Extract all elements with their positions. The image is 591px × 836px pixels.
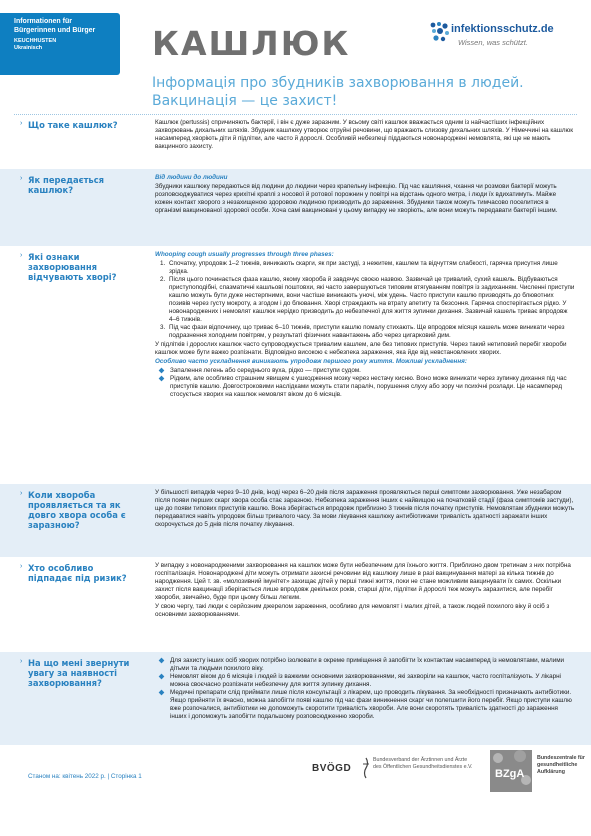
section-question: На що мені звернути увагу за наявності захворювання? xyxy=(28,658,130,688)
section-body xyxy=(155,251,575,399)
section-what-is xyxy=(0,114,591,169)
section-paragraph: У підлітків і дорослих кашлюк часто супроводжується тривалим кашлем, але без типових приступів. Через такий нетиповий перебіг хвороби кашлюк може бути важко розпізнати. Відповідно високою є небезпека зараження, яка йде від невстановлених хворих. xyxy=(155,340,567,356)
subtitle-line-2: Вакцинація — це захист! xyxy=(152,93,338,109)
section-subheading: Від людини до людини xyxy=(155,174,228,181)
list-item xyxy=(155,367,575,375)
bullet-icon xyxy=(159,658,165,664)
section-contagious xyxy=(0,484,591,557)
section-subheading: Особливо часто ускладнення виникають упродовж першого року життя. Можливі ускладнення: xyxy=(155,357,467,365)
list-text: Запалення легень або середнього вуха, рідко — приступи судом. xyxy=(170,366,361,374)
badge-line-2: Bürgerinnen und Bürger xyxy=(14,27,96,34)
section-body xyxy=(155,174,575,216)
list-item xyxy=(155,673,575,689)
list-text: Медичні препарати слід приймати лише після консультації з лікарем, що проводить лікування. За необхідності призначають антибіотики. Якщо прийняти їх вчасно, можна запобігти появі кашлю під час фази виникнення скарг чи полегшити його перебіг. Якщо приступи кашлю вже розпочалися, антибіотики не допоможуть скоротити тривалість хвороби. Але вони скоротять тривалість здатності до зараження інших і допоможуть запобігти подальшому розповсюдженню хвороби. xyxy=(170,689,572,721)
list-number: 1. xyxy=(160,260,166,268)
complication-list xyxy=(155,367,575,399)
badge-language: Ukrainisch xyxy=(14,45,43,51)
list-number: 2. xyxy=(160,276,166,284)
list-text: Немовлят віком до 6 місяців і людей із важкими основними захворюваннями, які захворіли на кашлюк, часто госпіталізують. У лікарні можна своєчасно розпізнати небезпечну для життя зупинку дихання. xyxy=(170,673,561,689)
bullet-icon xyxy=(159,674,165,680)
list-text: Після цього починається фаза кашлю, якому хвороба й завдячує своєю назвою. Зазвичай це тривалий, сухий кашель. Відбуваються приступоподібні, спазматичні кашльові поштовхи, які часто завершуються типовим втягуванням повітря із задиханням. Численні приступи кашлю можуть бути дуже нестерпними, вони частіше виникають уночі, між удень. Часто приступи кашлю призводять до блювотних позивів через густу мокроту, а згодом і до блювання. Хворі страждають на втрату апетиту та безсоння. Гарячка спостерігається рідко. У новонароджених і немовлят кашлюк нерідко призводить до небезпечної для життя зупинки дихання. Зазвичай кашель триває впродовж 4–6 тижнів. xyxy=(169,276,575,324)
section-paragraph: Збудники кашлюку передаються від людини до людини через крапельну інфекцію. Під час кашляння, чхання чи розмови бактерії можуть розповсюджуватися через крихітні краплі з носової й ротової порожнин у повітрі на відстань одного метра, і люди їх вдихатимуть. Майже кожен контакт хворого з незахищеною здоровою людиною призводить до зараження. Збудники також можуть тимчасово поселитися в організмі вакцинованої здорової особи. Хоча самі вакциновані у цьому випадку не хворіють, але вони можуть передавати бактерії іншим. xyxy=(155,183,558,215)
section-body xyxy=(155,119,575,152)
section-paragraph: У більшості випадків через 9–10 днів, іноді через 6–20 днів після зараження проявляються перші симптоми захворювання. Уже незабаром після появи перших скарг хвора особа стає заразною. Небезпека зараження інших є найвищою на початковій стадії (фаза симптомів застуди), ще до появи типових приступів кашлю. Вона зберігається впродовж приблизно 3 тижнів після початку приступів. Немовлятам збудники можуть передаватися навіть упродовж більш тривалого часу. За мови лікування кашлюку антибіотиками тривалість здатності заражати інших скорочується до 5 днів після початку лікування. xyxy=(155,489,575,529)
list-item xyxy=(155,276,575,324)
section-question: Хто особливо підпадає під ризик? xyxy=(28,563,127,583)
list-item xyxy=(155,260,575,276)
list-item xyxy=(155,657,575,673)
list-item xyxy=(155,689,575,721)
bullet-icon xyxy=(159,367,165,373)
eagle-icon xyxy=(361,757,371,779)
arrow-icon: › xyxy=(20,175,23,182)
phase-list xyxy=(155,260,575,340)
page-title: КАШЛЮК xyxy=(152,24,351,63)
advice-list xyxy=(155,657,575,721)
list-text: Під час фази відпочинку, що триває 6–10 тижнів, приступи кашлю помалу стихають. Ще впродовж місяця кашель може виникати через подразнення холодним повітрям, у результаті фізичних навантажень або через цигарковий дим. xyxy=(169,324,565,340)
footer-date-page: Станом на: квітень 2022 р. | Сторінка 1 xyxy=(28,773,142,780)
logo-icon xyxy=(428,20,452,44)
arrow-icon: › xyxy=(20,490,23,497)
list-text: Рідким, але особливо страшним явищем є ушкодження мозку через нестачу кисню. Воно може виникати через зупинку дихання під час приступів кашлю. Довгостроковими наслідками можуть стати параліч, порушення слуху або зору чи психічні розлади. Це насамперед стосується хворих на кашлюк немовлят віком до 6 місяців. xyxy=(170,374,567,398)
section-question: Які ознаки захворювання відчувають хворі? xyxy=(28,252,117,282)
section-paragraph: У випадку з новонародженими захворювання на кашлюк може бути небезпечним для їхнього життя. Приблизно двом третинам з них потрібна госпіталізація. Новонароджені діти можуть отримати захисні речовини від кашлюку лише в разі вакцинування матері за кілька тижнів до народження. Цей т. зв. «молозивний імунітет» захищає дітей у перші тижні життя, поки не стане можливим вакцинувати їх самих. Оскільки захист після вакцинації зберігається лише впродовж декількох років, старші діти, підлітки й дорослі теж можуть заразитися, але перебіг хвороби, звичайно, буде при цьому більш легким. xyxy=(155,562,571,602)
arrow-icon: › xyxy=(20,563,23,570)
section-body xyxy=(155,489,575,530)
badge-line-1: Informationen für xyxy=(14,18,72,25)
list-text: Спочатку, упродовж 1–2 тижнів, виникають скарги, як при застуді, з нежитем, кашлем та відчуттям слабкості, гарячка присутня лише зрідка. xyxy=(169,260,558,276)
arrow-icon: › xyxy=(20,658,23,665)
bzga-caption: Bundeszentrale für gesundheitliche Aufklärung xyxy=(537,755,585,775)
bvogd-logo: BVÖGD xyxy=(312,763,352,774)
list-item xyxy=(155,324,575,340)
page-subtitle xyxy=(152,74,524,110)
subtitle-line-1: Інформація про збудників захворювання в людей. xyxy=(152,75,524,91)
section-divider xyxy=(14,114,577,115)
bullet-icon xyxy=(159,690,165,696)
logo-tagline: Wissen, was schützt. xyxy=(458,38,528,47)
section-paragraph: У свою чергу, такі люди є серйозним джерелом зараження, особливо для немовлят і малих дітей, а також людей похилого віку й осіб з основними захворюваннями. xyxy=(155,603,550,619)
logo-wordmark: infektionsschutz.de xyxy=(451,23,554,35)
section-subheading: Whooping cough usually progresses through three phases: xyxy=(155,251,334,258)
bullet-icon xyxy=(159,375,165,381)
section-symptoms xyxy=(0,246,591,484)
arrow-icon: › xyxy=(20,252,23,259)
list-item xyxy=(155,375,575,399)
section-paragraph: Кашлюк (pertussis) спричиняють бактерії, і він є дуже заразним. У всьому світі кашлюк вважається одним із найчастіших інфекційних захворювань дихальних шляхів. Збудник кашлюку утворює отруйні речовини, що вражають слизову дихальних шляхів. У Німеччині на кашлюк насамперед хворіють діти й підлітки, але часто й дорослі. Особливій небезпеці піддаються новонароджені немовлята, які ще не мають вакцинного захисту. xyxy=(155,119,574,151)
section-attention xyxy=(0,652,591,745)
bzga-wordmark: BZgA xyxy=(495,768,525,780)
bvogd-caption: Bundesverband der Ärztinnen und Ärzte des Öffentlichen Gesundheitsdienstes e.V. xyxy=(373,757,473,770)
list-text: Для захисту інших осіб хворих потрібно ізолювати в окреме приміщення й запобігти їх контактам насамперед із немовлятами, малими дітьми та людьми похилого віку. xyxy=(170,657,565,673)
audience-badge xyxy=(0,13,120,75)
section-transmission xyxy=(0,169,591,246)
section-question: Як передається кашлюк? xyxy=(28,175,105,195)
badge-topic: KEUCHHUSTEN xyxy=(14,38,57,44)
section-question: Коли хвороба проявляється та як довго хвора особа є заразною? xyxy=(28,490,126,530)
infektionsschutz-logo[interactable] xyxy=(428,20,578,60)
page-footer xyxy=(0,745,591,836)
section-body xyxy=(155,657,575,721)
section-body xyxy=(155,562,575,620)
section-question: Що таке кашлюк? xyxy=(28,120,118,130)
section-risk xyxy=(0,557,591,652)
list-number: 3. xyxy=(160,324,166,332)
arrow-icon: › xyxy=(20,120,23,127)
